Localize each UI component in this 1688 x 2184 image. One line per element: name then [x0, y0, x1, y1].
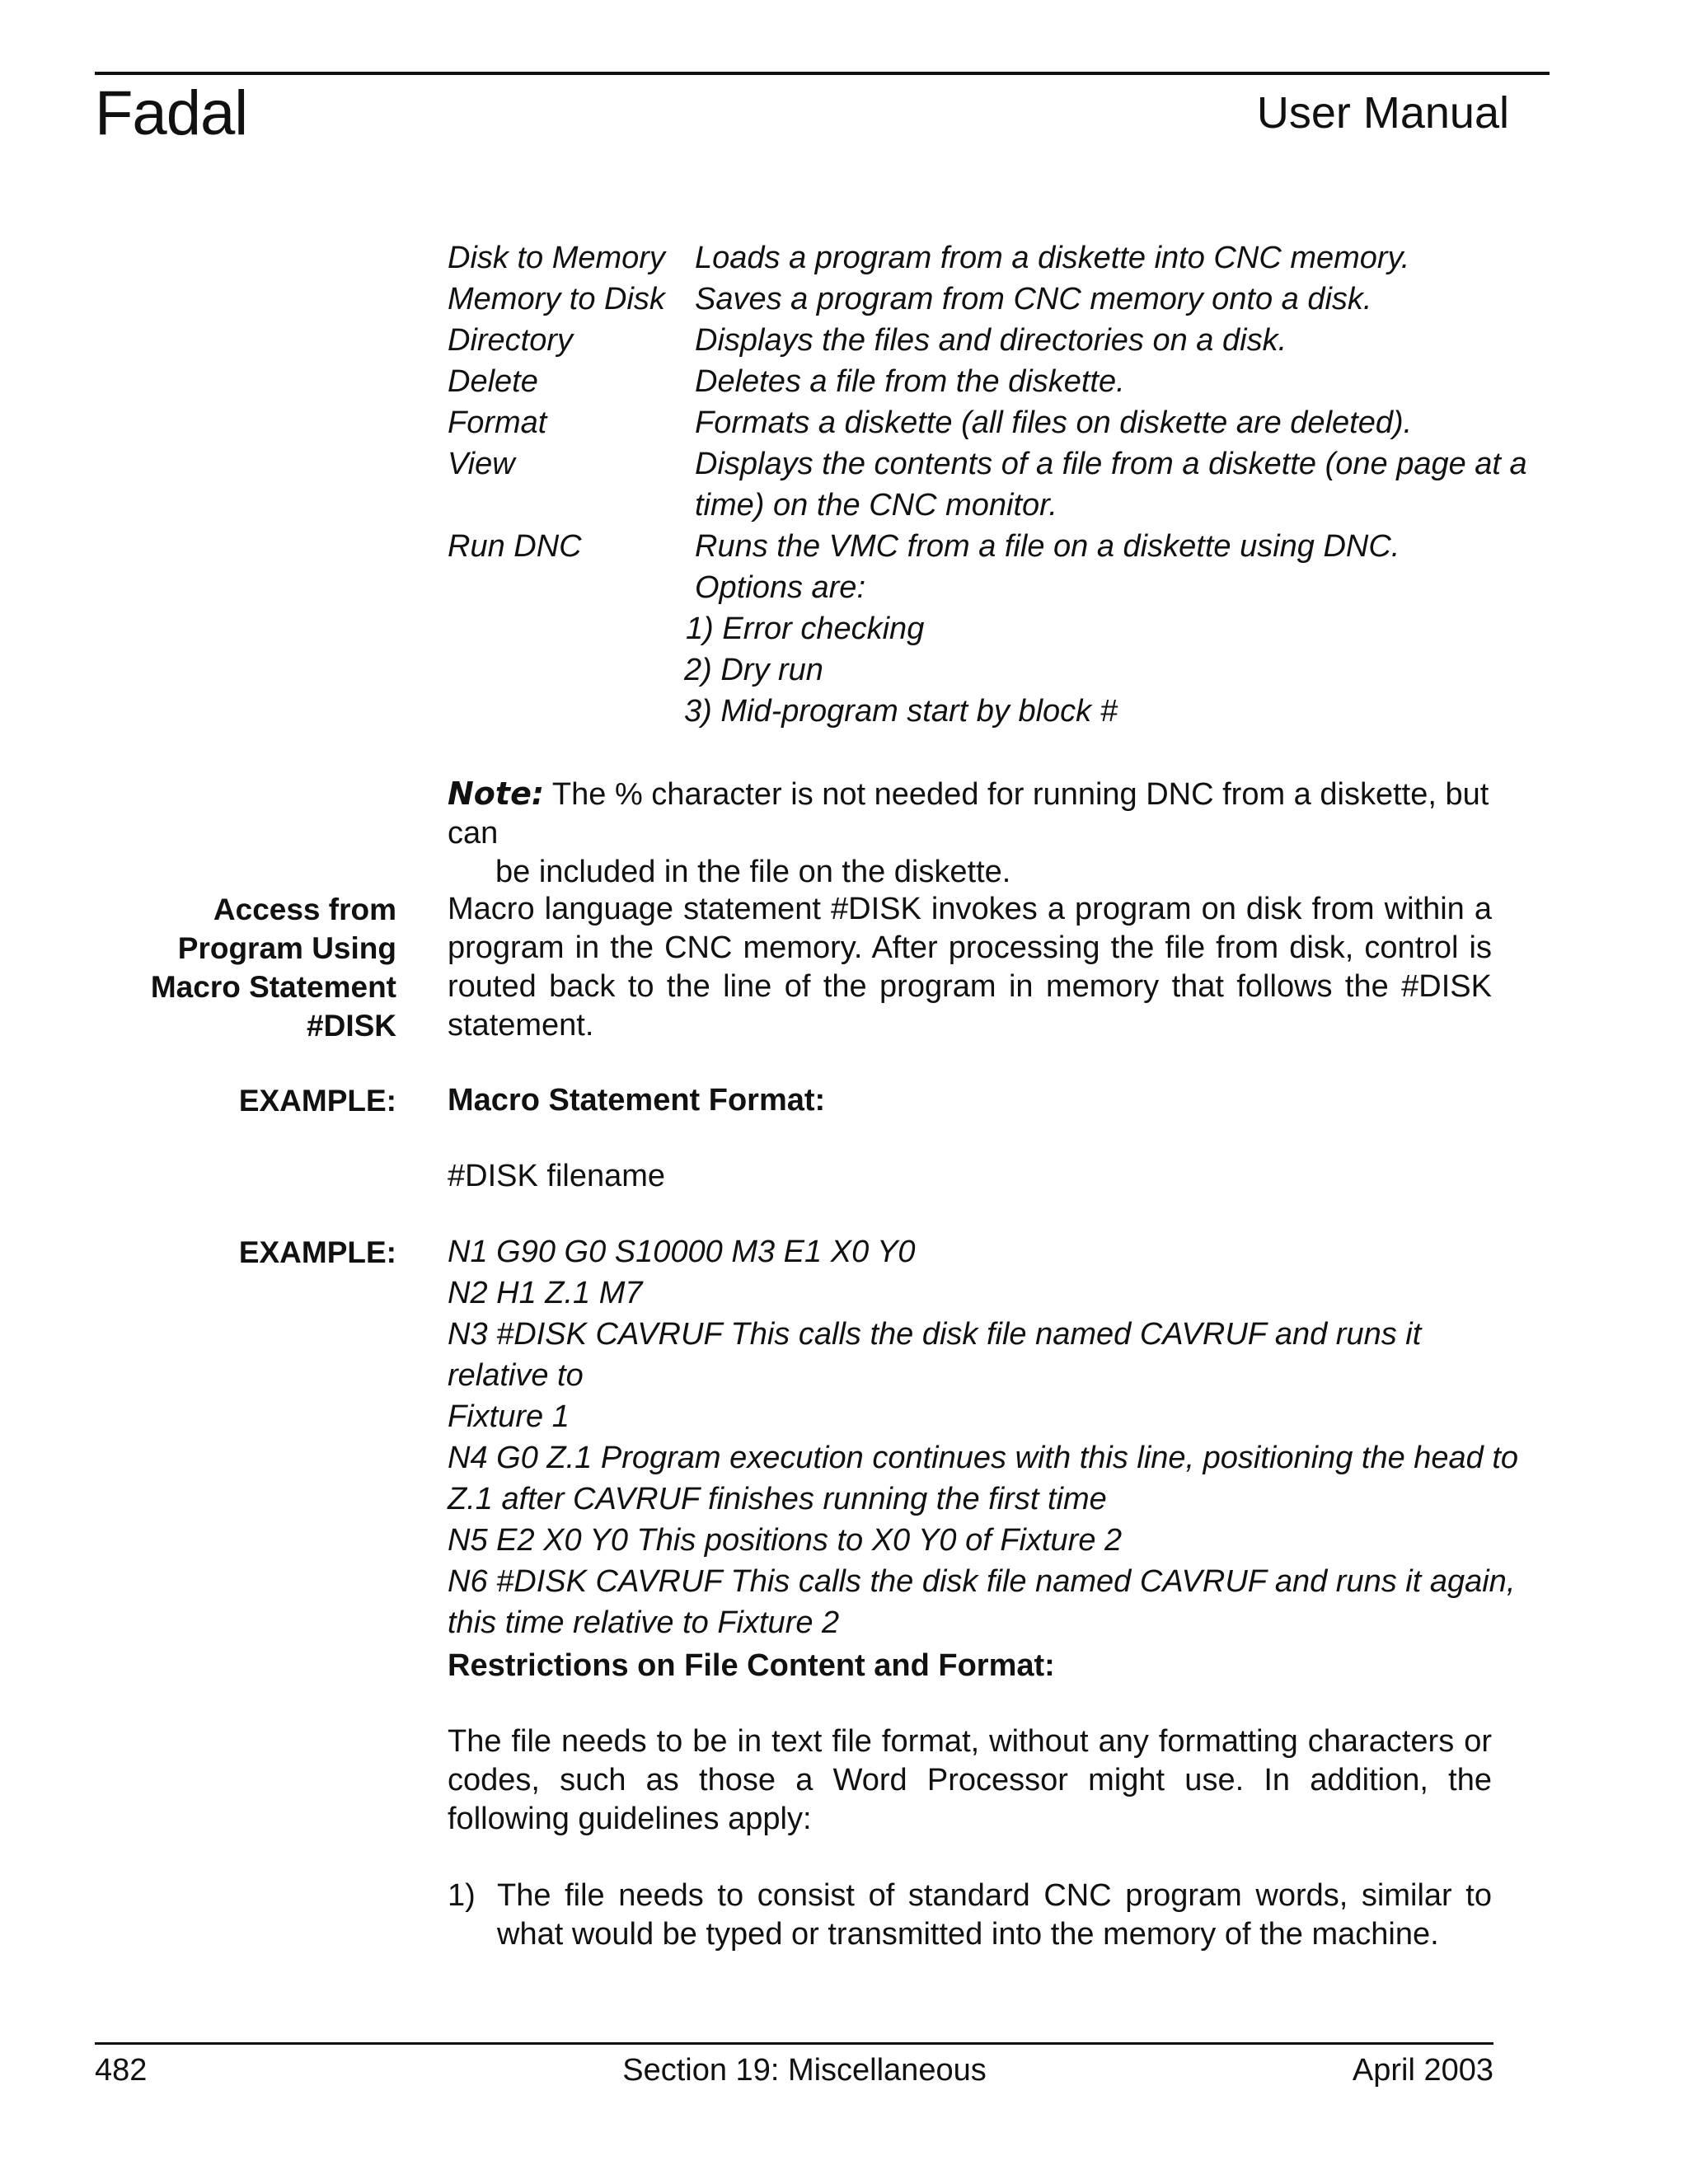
- command-name: Directory: [448, 323, 574, 358]
- command-name: Delete: [448, 364, 538, 399]
- macro-format-line: #DISK filename: [448, 1159, 666, 1193]
- command-description: Formats a diskette (all files on diskette are deleted).: [695, 405, 1413, 440]
- command-name: Format: [448, 405, 547, 440]
- guideline-number: 1): [448, 1878, 476, 1913]
- header-rule: [95, 72, 1550, 75]
- example-code-line: N1 G90 G0 S10000 M3 E1 X0 Y0: [448, 1235, 916, 1269]
- footer-rule: [95, 2042, 1493, 2045]
- sidehead-line: Macro Statement: [150, 970, 396, 1004]
- page-number: 482: [95, 2053, 148, 2088]
- command-name: Disk to Memory: [448, 241, 665, 275]
- footer-date: April 2003: [1352, 2053, 1493, 2088]
- option-item: 3) Mid-program start by block #: [684, 694, 1118, 729]
- note-line-continued: be included in the file on the diskette.: [495, 855, 1011, 889]
- restrictions-heading: Restrictions on File Content and Format:: [448, 1648, 1055, 1683]
- guideline-text: The file needs to consist of standard CNC program words, similar to what would be typed or transmitted into the memory of the machine.: [497, 1878, 1492, 1952]
- command-description: Displays the files and directories on a disk.: [695, 323, 1287, 358]
- command-description: Displays the contents of a file from a diskette (one page at a: [695, 447, 1527, 481]
- access-paragraph: Macro language statement #DISK invokes a program on disk from within a program in the CNC memory. After processing the file from disk, control is routed back to the line of the program in memory that follows the #DISK statement.: [448, 892, 1492, 1043]
- command-description: Runs the VMC from a file on a diskette using DNC.: [695, 529, 1400, 564]
- sidehead-access: [151, 890, 396, 1045]
- option-item: 2) Dry run: [684, 653, 823, 687]
- note-label: Note:: [448, 776, 545, 812]
- command-name: Memory to Disk: [448, 282, 665, 316]
- brand-name: Fadal: [95, 78, 248, 148]
- example-code-line: N3 #DISK CAVRUF This calls the disk file named CAVRUF and runs it relative to: [448, 1317, 1422, 1393]
- command-name: View: [448, 447, 515, 481]
- note-line: [448, 775, 1519, 853]
- command-description: Loads a program from a diskette into CNC memory.: [695, 241, 1410, 275]
- sidehead-line: Program Using: [177, 931, 396, 965]
- example-code-line: N5 E2 X0 Y0 This positions to X0 Y0 of Fixture 2: [448, 1523, 1123, 1558]
- option-item: 1) Error checking: [686, 612, 925, 646]
- command-description: Deletes a file from the diskette.: [695, 364, 1125, 399]
- note: [448, 775, 1519, 892]
- document-title: User Manual: [1256, 88, 1509, 138]
- footer-section: Section 19: Miscellaneous: [622, 2053, 987, 2088]
- example-code-line: this time relative to Fixture 2: [448, 1605, 840, 1640]
- options-intro: Options are:: [695, 570, 865, 605]
- sidehead-line: #DISK: [307, 1009, 396, 1043]
- command-name: Run DNC: [448, 529, 582, 564]
- note-text: The % character is not needed for running DNC from a diskette, but can: [448, 777, 1489, 851]
- command-description-continued: time) on the CNC monitor.: [695, 488, 1057, 523]
- command-description: Saves a program from CNC memory onto a disk.: [695, 282, 1372, 316]
- example-label: EXAMPLE:: [238, 1084, 396, 1118]
- example-code-line: N6 #DISK CAVRUF This calls the disk file named CAVRUF and runs it again,: [448, 1564, 1516, 1599]
- restrictions-paragraph: The file needs to be in text file format, without any formatting characters or codes, such as those a Word Processor might use. In addition, the following guidelines apply:: [448, 1724, 1492, 1836]
- example-code-line: Z.1 after CAVRUF finishes running the first time: [448, 1482, 1107, 1516]
- sidehead-line: Access from: [213, 893, 396, 926]
- example-code-line: N2 H1 Z.1 M7: [448, 1276, 643, 1310]
- example-code-block: [448, 1231, 1519, 1643]
- example-code-line: N4 G0 Z.1 Program execution continues with this line, positioning the head to: [448, 1441, 1519, 1475]
- example-heading: Macro Statement Format:: [448, 1083, 826, 1118]
- example-label: EXAMPLE:: [238, 1235, 396, 1269]
- example-code-line: Fixture 1: [448, 1399, 570, 1434]
